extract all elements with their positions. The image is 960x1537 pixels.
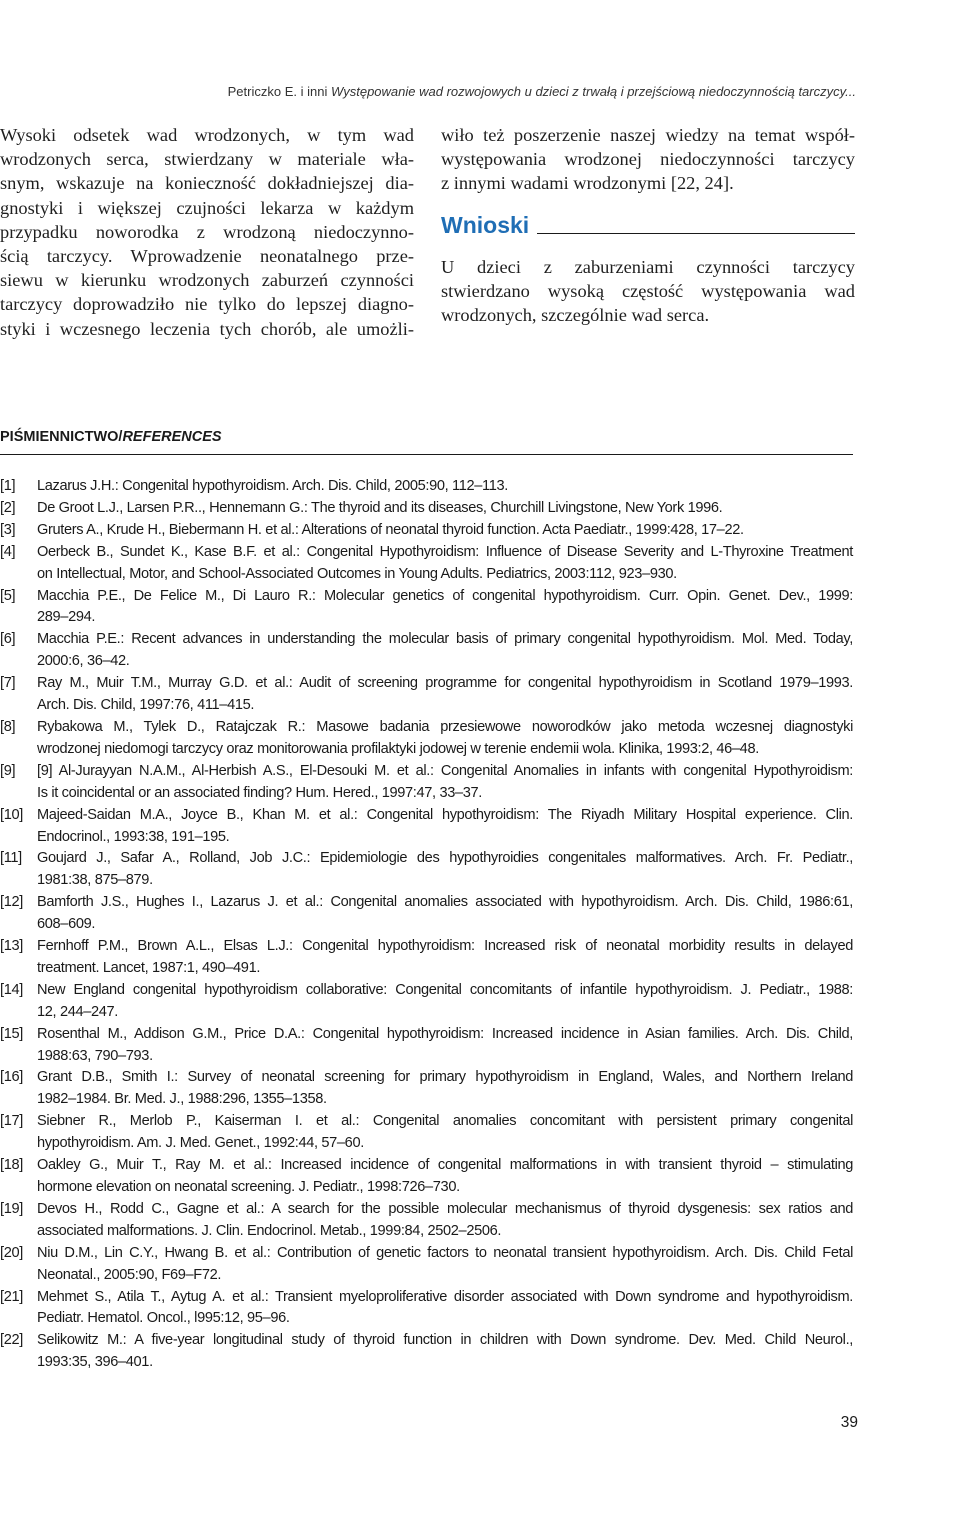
- left-column-text: [0, 123, 414, 341]
- reference-item: [0, 717, 853, 761]
- reference-text: treatment. Lancet, 1987:1, 490–491.: [37, 959, 261, 976]
- reference-text: 1993:35, 396–401.: [37, 1354, 153, 1371]
- reference-number: [21]: [0, 1288, 23, 1305]
- right-column-continuation: [441, 123, 855, 196]
- reference-number: [10]: [0, 806, 23, 823]
- reference-text: Ray M., Muir T.M., Murray G.D. et al.: Audit of screening programme for congenital hypothyroidism in Scotland 1979–1993.: [37, 675, 853, 692]
- reference-text: wrodzonej niedomogi tarczycy oraz monitorowania profilaktyki jodowej w terenie endemii wola. Klinika, 1993:2, 46–48.: [37, 740, 759, 757]
- reference-number: [9]: [0, 762, 16, 779]
- right-column: [441, 123, 855, 327]
- reference-number: [15]: [0, 1025, 23, 1042]
- reference-text: Grant D.B., Smith I.: Survey of neonatal screening for primary hypothyroidism in England, Wales, and Northern Ireland: [37, 1069, 853, 1086]
- reference-text: 12, 244–247.: [37, 1003, 119, 1020]
- text-line: wrodzonych, szczególnie wad serca.: [441, 305, 710, 326]
- reference-item: [0, 892, 853, 936]
- reference-item: [0, 1111, 853, 1155]
- conclusions-heading: [441, 208, 855, 238]
- reference-number: [7]: [0, 675, 16, 692]
- reference-item: [0, 1199, 853, 1243]
- running-header-title: Występowanie wad rozwojowych u dzieci z trwałą i przejściową niedoczynnością tarczycy...: [330, 84, 856, 99]
- reference-item: [0, 1024, 853, 1068]
- text-line: tarczycy doprowadziło nie tylko do lepszej diagno-: [0, 294, 414, 315]
- reference-number: [2]: [0, 499, 16, 516]
- reference-text: Niu D.M., Lin C.Y., Hwang B. et al.: Contribution of genetic factors to neonatal transient hypothyroidism. Arch. Dis. Child Fetal: [37, 1244, 853, 1261]
- reference-text: Macchia P.E., De Felice M., Di Lauro R.: Molecular genetics of congenital hypothyroidism. Curr. Opin. Genet. Dev., 1999:: [37, 587, 853, 604]
- reference-text: [9] Al-Jurayyan N.A.M., Al-Herbish A.S., El-Desouki M. et al.: Congenital Anomalies in infants with congenital Hypothyroidism:: [37, 762, 853, 779]
- reference-item: [0, 1155, 853, 1199]
- reference-number: [17]: [0, 1113, 23, 1130]
- reference-item: [0, 936, 853, 980]
- reference-text: Rybakowa M., Tylek D., Ratajczak R.: Masowe badania przesiewowe noworodków jako metoda wczesnej diagnostyki: [37, 718, 853, 735]
- reference-text: Pediatr. Hematol. Oncol., l995:12, 95–96.: [37, 1310, 290, 1327]
- running-header-authors: Petriczko E. i inni: [227, 84, 328, 99]
- reference-number: [18]: [0, 1157, 23, 1174]
- reference-text: Mehmet S., Atila T., Aytug A. et al.: Transient myeloproliferative disorder associated with Down syndrome and hypothyroidism.: [37, 1288, 853, 1305]
- reference-text: Majeed-Saidan M.A., Joyce B., Khan M. et al.: Congenital hypothyroidism: The Riyadh Military Hospital experience. Clin.: [37, 806, 853, 823]
- reference-text: hormone elevation on neonatal screening. J. Pediatr., 1998:726–730.: [37, 1179, 460, 1195]
- reference-number: [12]: [0, 894, 23, 911]
- reference-item: [0, 761, 853, 805]
- text-line: U dzieci z zaburzeniami czynności tarczycy: [441, 256, 855, 277]
- reference-number: [20]: [0, 1244, 23, 1261]
- reference-number: [16]: [0, 1069, 23, 1086]
- reference-list: [0, 476, 853, 1374]
- reference-item: [0, 476, 853, 498]
- running-header: [0, 84, 856, 99]
- text-line: ścią tarczycy. Wprowadzenie neonatalnego prze-: [0, 246, 414, 267]
- reference-item: [0, 980, 853, 1024]
- reference-text: Siebner R., Merlob P., Kaiserman I. et al.: Congenital anomalies concomitant with persistent primary congenital: [37, 1113, 853, 1130]
- reference-text: Is it coincidental or an associated finding? Hum. Hered., 1997:47, 33–37.: [37, 784, 482, 801]
- reference-text: Goujard J., Safar A., Rolland, Job J.C.: Epidemiologie des hypothyroidies congenitales malformatives. Arch. Fr. Pediatr.,: [37, 850, 853, 867]
- reference-text: Neonatal., 2005:90, F69–F72.: [37, 1266, 222, 1283]
- reference-number: [19]: [0, 1200, 23, 1217]
- reference-text: 2000:6, 36–42.: [37, 653, 130, 670]
- reference-number: [22]: [0, 1332, 23, 1349]
- reference-text: Fernhoff P.M., Brown A.L., Elsas L.J.: Congenital hypothyroidism: Increased risk of neonatal morbidity results in delayed: [37, 938, 853, 955]
- reference-text: Arch. Dis. Child, 1997:76, 411–415.: [37, 697, 255, 714]
- reference-text: Selikowitz M.: A five-year longitudinal study of thyroid function in children with Down syndrome. Dev. Med. Child Neurol.,: [37, 1332, 853, 1349]
- reference-number: [4]: [0, 543, 16, 560]
- text-line: wiło też poszerzenie naszej wiedzy na temat współ-: [441, 125, 855, 145]
- reference-item: [0, 520, 853, 542]
- reference-item: [0, 542, 853, 586]
- reference-item: [0, 848, 853, 892]
- reference-item: [0, 498, 853, 520]
- text-line: przypadku noworodka z wrodzoną niedoczynno-: [0, 221, 414, 242]
- references-heading-polish: PIŚMIENNICTWO/: [0, 429, 123, 445]
- text-line: stwierdzano wysoką częstość występowania wad: [441, 280, 855, 301]
- text-line: snym, wskazuje na konieczność dokładniejszej dia-: [0, 173, 414, 194]
- reference-number: [8]: [0, 718, 16, 735]
- reference-text: 608–609.: [37, 916, 96, 933]
- conclusions-text: [441, 255, 855, 328]
- heading-rule: [537, 233, 855, 234]
- reference-text: 289–294.: [37, 609, 96, 626]
- reference-text: Rosenthal M., Addison G.M., Price D.A.: Congenital hypothyroidism: Increased incidence in Asian families. Arch. Dis. Child,: [37, 1025, 853, 1042]
- reference-number: [11]: [0, 850, 22, 867]
- text-line: gnostyki i większej czujności lekarza w każdym: [0, 197, 414, 218]
- reference-text: Devos H., Rodd C., Gagne et al.: A search for the possible molecular mechanismus of thyroid dysgenesis: sex ratios and: [37, 1200, 853, 1217]
- text-line: Wysoki odsetek wad wrodzonych, w tym wad: [0, 125, 414, 145]
- text-line: występowania wrodzonej niedoczynności tarczycy: [441, 149, 855, 170]
- reference-number: [5]: [0, 587, 16, 604]
- reference-text: hypothyroidism. Am. J. Med. Genet., 1992:44, 57–60.: [37, 1135, 364, 1152]
- reference-number: [13]: [0, 938, 23, 955]
- reference-item: [0, 805, 853, 849]
- reference-text: on Intellectual, Motor, and School-Associated Outcomes in Young Adults. Pediatrics, 2003:112, 923–930.: [37, 565, 677, 582]
- text-line: z innymi wadami wrodzonymi [22, 24].: [441, 173, 734, 194]
- reference-text: New England congenital hypothyroidism collaborative: Congenital concomitants of infantile hypothyroidism. J. Pediatr., 1988:: [37, 981, 853, 998]
- reference-text: 1982–1984. Br. Med. J., 1988:296, 1355–1358.: [37, 1091, 327, 1108]
- reference-text: 1988:63, 790–793.: [37, 1047, 153, 1064]
- text-line: styki i wczesnego leczenia tych chorób, ale umożli-: [0, 318, 414, 339]
- text-line: wrodzonych serca, stwierdzany w materiale wła-: [0, 149, 414, 170]
- reference-item: [0, 1067, 853, 1111]
- page-number: 39: [840, 1414, 858, 1431]
- reference-text: Macchia P.E.: Recent advances in understanding the molecular basis of primary congenital hypothyroidism. Mol. Med. Today,: [37, 631, 853, 648]
- reference-item: [0, 1243, 853, 1287]
- reference-text: Oerbeck B., Sundet K., Kase B.F. et al.: Congenital Hypothyroidism: Influence of Disease Severity and L-Thyroxine Treatment: [37, 543, 853, 560]
- reference-number: [6]: [0, 631, 16, 648]
- reference-item: [0, 1287, 853, 1331]
- references-heading: [0, 429, 853, 455]
- reference-text: Oakley G., Muir T., Ray M. et al.: Increased incidence of congenital malformations in with transient thyroid – stimulating: [37, 1157, 853, 1174]
- reference-text: Bamforth J.S., Hughes I., Lazarus J. et al.: Congenital anomalies associated with hypothyroidism. Arch. Dis. Child, 1986:61,: [37, 894, 853, 911]
- reference-number: [14]: [0, 981, 23, 998]
- reference-item: [0, 673, 853, 717]
- reference-text: Lazarus J.H.: Congenital hypothyroidism. Arch. Dis. Child, 2005:90, 112–113.: [37, 478, 508, 494]
- reference-text: De Groot L.J., Larsen P.R.., Hennemann G.: The thyroid and its diseases, Churchill Livingstone, New York 1996.: [37, 499, 723, 516]
- references-heading-english: REFERENCES: [122, 429, 222, 445]
- reference-item: [0, 586, 853, 630]
- conclusions-heading-text: Wnioski: [441, 211, 530, 238]
- text-line: siewu w kierunku wrodzonych zaburzeń czynności: [0, 270, 414, 291]
- reference-item: [0, 1330, 853, 1374]
- reference-number: [1]: [0, 478, 16, 494]
- reference-text: Endocrinol., 1993:38, 191–195.: [37, 828, 230, 845]
- reference-text: Gruters A., Krude H., Biebermann H. et al.: Alterations of neonatal thyroid function. Acta Paediatr., 1999:428, 17–22.: [37, 521, 744, 538]
- reference-text: 1981:38, 875–879.: [37, 872, 153, 889]
- reference-number: [3]: [0, 521, 16, 538]
- reference-item: [0, 629, 853, 673]
- reference-text: associated malformations. J. Clin. Endocrinol. Metab., 1999:84, 2502–2506.: [37, 1222, 502, 1239]
